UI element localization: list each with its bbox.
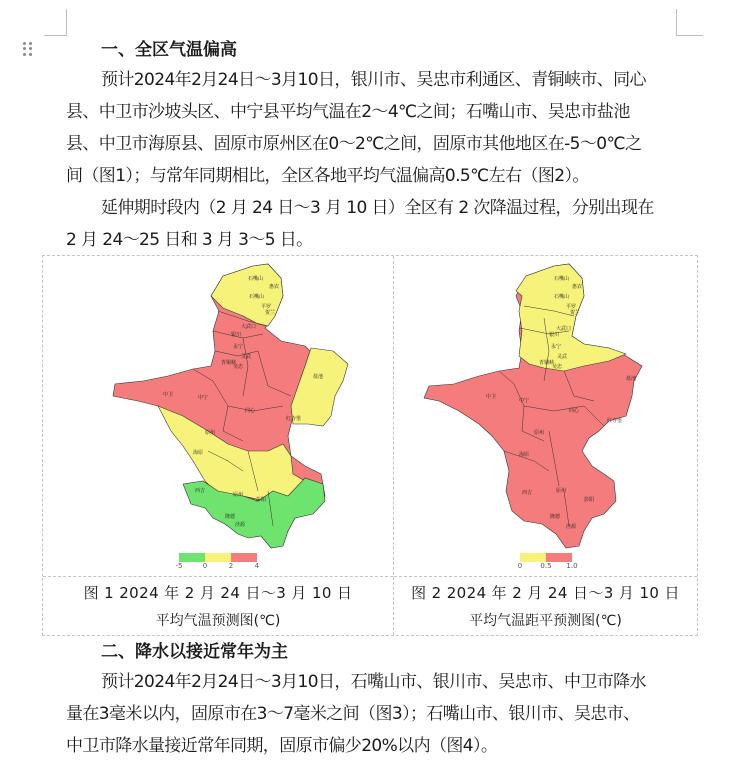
figure-1-caption-title: 图 1 2024 年 2 月 24 日～3 月 10 日 — [83, 584, 353, 602]
map-label: 永宁 — [233, 344, 244, 350]
map-label: 大武口 — [241, 324, 257, 330]
text-line: 县、中卫市海原县、固原市原州区在0～2℃之间，固原市其他地区在-5～0℃之 — [66, 134, 642, 154]
map-label: 惠农 — [572, 284, 583, 290]
legend-swatch — [205, 553, 231, 562]
figure-table — [42, 255, 698, 636]
map-label: 吴忠 — [552, 364, 563, 370]
legend-tick: 0.5 — [540, 562, 552, 570]
legend-tick: 0 — [202, 562, 208, 570]
map-label: 中卫 — [486, 394, 497, 400]
map-label: 中卫 — [163, 392, 174, 398]
figure-2-caption-title: 图 2 2024 年 2 月 24 日～3 月 10 日 — [411, 584, 680, 602]
map-label: 红寺堡 — [286, 416, 302, 422]
map-label: 永宁 — [551, 344, 562, 350]
figure-1-map — [43, 256, 393, 577]
map-label: 中宁 — [519, 398, 530, 404]
text-line: 延伸期时段内（2 月 24 日～3 月 10 日）全区有 2 次降温过程，分别出现在 — [101, 198, 654, 218]
map-label: 隆德 — [550, 514, 561, 520]
map-label: 泾源 — [566, 524, 577, 530]
legend-swatch — [520, 553, 546, 562]
map-label: 海原 — [519, 452, 530, 458]
figure-2-cell — [394, 256, 697, 635]
map-label: 原州 — [205, 430, 216, 436]
section-1-paragraph-1 — [66, 64, 680, 192]
map-label: 青铜峡 — [539, 360, 555, 366]
map-label: 灵武 — [557, 354, 568, 360]
map-label: 同心 — [569, 408, 580, 414]
map-label: 青铜峡 — [221, 360, 237, 366]
section-2 — [66, 638, 680, 762]
map-label: 盐池 — [313, 374, 324, 380]
map-label: 海原 — [193, 450, 204, 456]
map-label: 吴忠 — [233, 364, 244, 370]
map-label: 平罗 — [566, 304, 577, 310]
drag-handle-icon[interactable] — [23, 42, 33, 56]
document-body — [66, 36, 680, 256]
map-label: 原州 — [534, 430, 545, 436]
map-label: 彭阳 — [256, 497, 267, 503]
figure-2-map — [394, 256, 697, 577]
legend-tick: 4 — [254, 562, 260, 570]
figure-2-caption-subtitle: 平均气温距平预测图(℃) — [469, 613, 622, 629]
map-label: 灵武 — [241, 354, 252, 360]
map-label: 红寺堡 — [607, 418, 623, 424]
figure-2-legend — [520, 553, 572, 562]
map-label: 贺兰 — [570, 310, 581, 316]
map-label: 石嘴山 — [249, 294, 265, 300]
map-label: 石嘴山 — [554, 294, 570, 300]
map-label: 中宁 — [198, 395, 209, 401]
legend-tick: -5 — [175, 562, 183, 570]
map-label: 银川 — [231, 332, 242, 338]
section-1-heading: 一、全区气温偏高 — [101, 40, 237, 60]
text-line: 量在3毫米以内，固原市在3～7毫米之间（图3）；石嘴山市、银川市、吴忠市、 — [66, 704, 640, 724]
text-line: 中卫市降水量接近常年同期，固原市偏少20%以内（图4）。 — [66, 736, 498, 756]
legend-tick: 1.0 — [566, 562, 578, 570]
map-label: 石嘴山 — [248, 276, 264, 282]
section-2-paragraph-1 — [66, 666, 680, 762]
legend-swatch — [179, 553, 205, 562]
text-line: 2 月 24～25 日和 3 月 3～5 日。 — [66, 230, 313, 250]
temperature-map-fig1 — [43, 256, 394, 576]
section-2-heading: 二、降水以接近常年为主 — [101, 642, 288, 662]
text-line: 间（图1）；与常年同期相比，全区各地平均气温偏高0.5℃左右（图2）。 — [66, 166, 589, 186]
map-label: 原州 — [233, 492, 244, 498]
text-line: 预计2024年2月24日～3月10日，石嘴山市、银川市、吴忠市、中卫市降水 — [101, 672, 646, 692]
map-label: 大武口 — [556, 326, 572, 332]
text-line: 县、中卫市沙坡头区、中宁县平均气温在2～4℃之间；石嘴山市、吴忠市盐池 — [66, 102, 630, 122]
map-label: 原州 — [556, 488, 567, 494]
map-label: 西吉 — [195, 488, 206, 494]
figure-2-caption — [394, 576, 697, 634]
map-label: 贺兰 — [265, 310, 276, 316]
text-line: 预计2024年2月24日～3月10日，银川市、吴忠市利通区、青铜峡市、同心 — [101, 70, 646, 90]
legend-swatch — [231, 553, 257, 562]
figure-1-legend — [179, 553, 257, 562]
figure-1-cell — [43, 256, 394, 635]
map-label: 隆德 — [225, 514, 236, 520]
page-corner-mark-top-right — [676, 9, 703, 36]
legend-tick: 2 — [228, 562, 234, 570]
map-label: 泾源 — [235, 522, 246, 528]
map-label: 银川 — [549, 332, 560, 338]
legend-tick: 0 — [517, 562, 523, 570]
map-label: 平罗 — [261, 304, 272, 310]
map-north-yellow — [516, 264, 626, 371]
map-label: 彭阳 — [584, 497, 595, 503]
map-label: 西吉 — [522, 490, 533, 496]
map-label: 盐池 — [626, 376, 637, 382]
map-label: 石嘴山 — [554, 276, 570, 282]
map-label: 惠农 — [269, 284, 280, 290]
legend-swatch — [546, 553, 572, 562]
temperature-anomaly-map-fig2 — [394, 256, 697, 576]
page-corner-mark-top-left — [44, 9, 67, 36]
figure-1-caption-subtitle: 平均气温预测图(℃) — [155, 613, 281, 629]
map-label: 同心 — [245, 408, 256, 414]
section-1-paragraph-2 — [66, 192, 680, 256]
figure-1-caption — [43, 576, 393, 634]
